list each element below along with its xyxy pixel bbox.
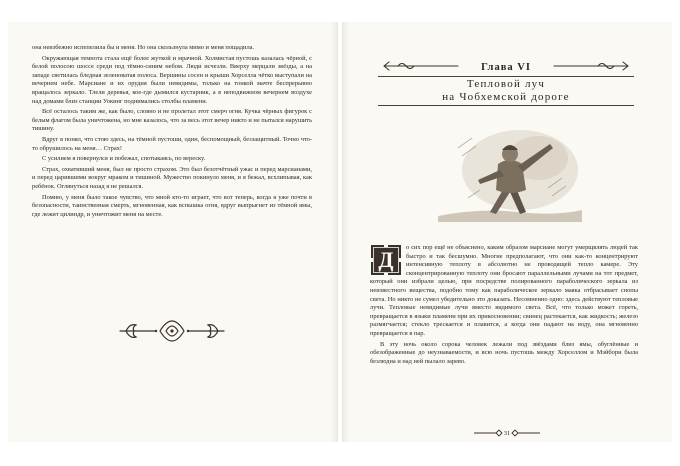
paragraph: В эту ночь около сорока человек лежали под звёздами близ ямы, обуглённые и обезображенные до неузнаваемости, и всю ночь пустошь между Хорселлом и Мэйбори была безлюдна и над ней пылало зарево. (370, 340, 638, 365)
paragraph: Окружающая темнота стала ещё более жуткой и мрачной. Холмистая пустошь казалась чёрной, с белой полосою шоссе среди под тёмно-синим небом. Люди исчезли. Вверху мерцали звёзды, а на западе светилась бледная зеленоватая полоса. Вершины сосен и крыши Хорселла чётко выступали на вечернем небе. Марсиане и их орудия были невидимы, только на тонкой мачте беспрерывно вращалось зеркало. Тлели деревья, кое-где дымился кустарник, а в неподвижном вечернем воздухе над домами близ станции Уокинг поднимались столбы пламени. (32, 54, 312, 105)
chapter-illustration (428, 118, 588, 228)
page-number: 31 (503, 430, 511, 437)
paragraph: Помню, у меня было такое чувство, что мной кто-то играет, что вот теперь, когда я уже почти в безопасности, таинственная смерть, мгновенная, как вспышка огня, вдруг выпрыгнет из тёмной ямы, где лежит цилиндр, и уничтожит меня на месте. (32, 193, 312, 218)
paragraph: она неизбежно испепелила бы и меня. Но она скользнула мимо и меня пощадила. (32, 44, 255, 51)
right-page (342, 22, 672, 442)
paragraph: о сих пор ещё не объяснено, каким образом марсиане могут умерщвлять людей так быстро и так бесшумно. Многие предполагают, что они как-то концентрируют интенсивную теплоту в абсолютно не проводящей тепло камере. Эту сконцентрированную теплоту они бросают параллельными лучами на тот предмет, который они избрали целью, при посредстве полированного параболического зеркала из неизвестного вещества, подобно тому как параболическое зеркало маяка отбрасывает снопы света. Но никто не сумел убедительно это доказать. Несомненно одно: здесь действуют тепловые лучи. Тепловые невидимые лучи вместо видимого света. Всё, что только может гореть, превращается в языки пламени при их прикосновении; свинец растекается, как жидкость; железо размягчается; стекло трескается и плавится, а когда они падают на воду, она мгновенно превращается в пар. (370, 244, 638, 337)
right-page-text (370, 244, 638, 368)
paragraph: Страх, охвативший меня, был не просто страхом. Это был безотчётный ужас и перед марсианами, и перед царившими вокруг мраком и тишиной. Мужество покинуло меня, и я бежал, всхлипывая, как ребёнок. Оглянуться назад я не решался. (32, 165, 312, 190)
drop-cap-letter: Д (378, 247, 394, 272)
left-page (8, 22, 338, 442)
chapter-title-line-1: Тепловой луч (466, 78, 546, 90)
chapter-title-line-2: на Чобхемской дороге (442, 91, 570, 103)
title-rule-bottom (378, 105, 634, 106)
end-ornament (116, 318, 228, 344)
paragraph: Всё осталось таким же, как было, словно и не пролетал этот смерч огня. Кучка чёрных фигурок с белым флагом была уничтожена, но мне казалось, что за весь этот вечер никто и не пытался нарушить тишину. (32, 108, 312, 133)
paragraph: Вдруг я понял, что стою здесь, на тёмной пустоши, один, беспомощный, беззащитный. Точно что-то обрушилось на меня… Страх! (32, 135, 312, 152)
chapter-label: Глава VI (481, 62, 531, 73)
left-page-text (32, 44, 312, 221)
paragraph: С усилием я повернулся и побежал, спотыкаясь, по вереску. (42, 155, 206, 163)
title-rule-top (378, 76, 634, 77)
